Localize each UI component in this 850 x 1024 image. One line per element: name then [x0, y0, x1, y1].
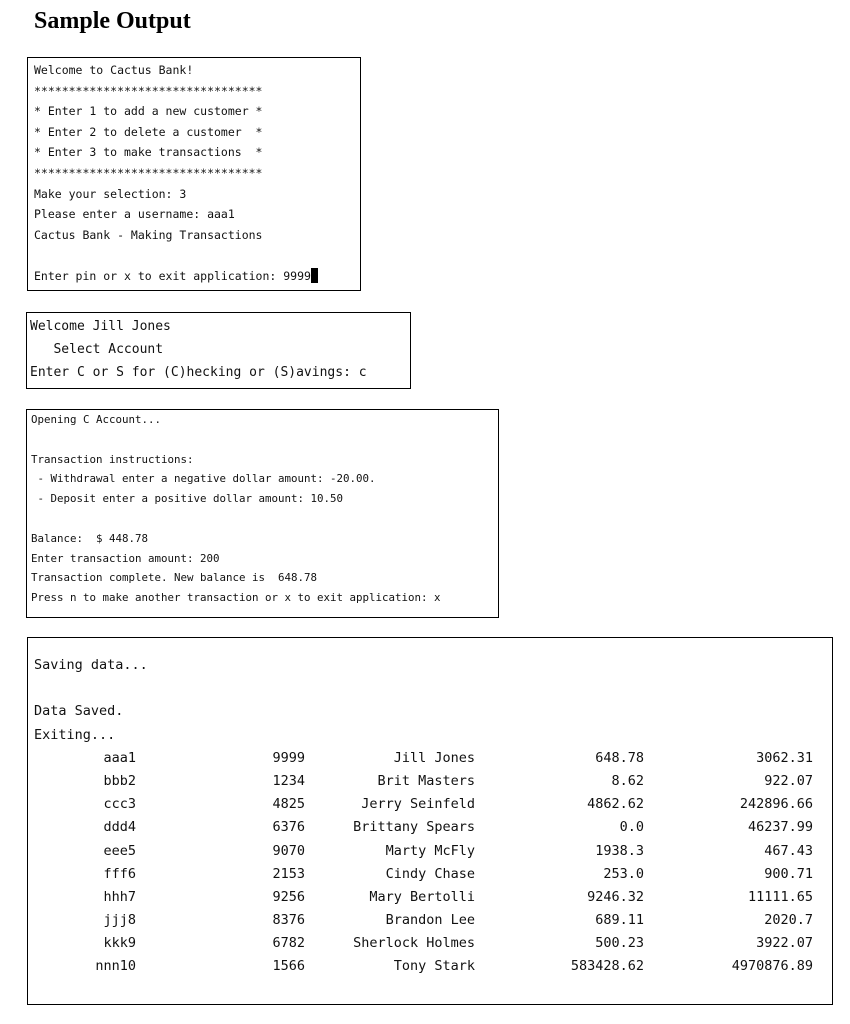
pin-cell: 1566 — [272, 958, 305, 975]
console-transactions — [26, 409, 499, 618]
table-row — [34, 770, 826, 793]
name-cell: Brittany Spears — [353, 819, 475, 836]
console-line: Make your selection: 3 — [34, 186, 187, 201]
console-prompt-text: Enter pin or x to exit application: 9999 — [34, 268, 311, 283]
console-line — [31, 430, 494, 450]
console-line: Enter C or S for (C)hecking or (S)avings: c — [30, 365, 367, 380]
pin-cell: 8376 — [272, 912, 305, 929]
console-line: Select Account — [30, 342, 164, 357]
page-heading: Sample Output — [34, 8, 191, 34]
name-cell: Sherlock Holmes — [353, 935, 475, 952]
pin-cell: 9999 — [272, 749, 305, 766]
checking-balance-cell: 583428.62 — [570, 958, 644, 975]
console-prompt-line[interactable] — [34, 266, 354, 287]
console-line: * Enter 2 to delete a customer * — [34, 124, 263, 139]
pin-cell: 2153 — [272, 865, 305, 882]
checking-balance-cell: 9246.32 — [587, 888, 644, 905]
savings-balance-cell: 3062.31 — [756, 749, 813, 766]
console-line: Welcome to Cactus Bank! — [34, 63, 194, 77]
username-cell: hhh7 — [103, 888, 136, 905]
savings-balance-cell: 467.43 — [764, 842, 813, 859]
console-line: * Enter 3 to make transactions * — [34, 145, 263, 160]
name-cell: Brit Masters — [377, 772, 475, 789]
savings-balance-cell: 922.07 — [764, 772, 813, 789]
pin-cell: 9070 — [272, 842, 305, 859]
savings-balance-cell: 4970876.89 — [731, 958, 813, 975]
console-line: ********************************* — [34, 83, 263, 98]
savings-balance-cell: 242896.66 — [739, 796, 813, 813]
console-line: Enter transaction amount: 200 — [31, 551, 220, 565]
username-cell: jjj8 — [103, 912, 136, 929]
pin-cell: 6376 — [272, 819, 305, 836]
name-cell: Marty McFly — [385, 842, 475, 859]
checking-balance-cell: 4862.62 — [587, 796, 644, 813]
username-cell: eee5 — [103, 842, 136, 859]
console-line: Transaction instructions: — [31, 452, 194, 466]
checking-balance-cell: 8.62 — [611, 772, 644, 789]
savings-balance-cell: 46237.99 — [747, 819, 813, 836]
table-row — [34, 955, 826, 978]
table-row — [34, 793, 826, 816]
table-row — [34, 886, 826, 909]
pin-cell: 1234 — [272, 772, 305, 789]
username-cell: ddd4 — [103, 819, 136, 836]
text-cursor — [311, 268, 318, 283]
table-row — [34, 909, 826, 932]
pin-cell: 4825 — [272, 796, 305, 813]
username-cell: bbb2 — [103, 772, 136, 789]
console-line: * Enter 1 to add a new customer * — [34, 104, 263, 119]
console-line — [34, 677, 826, 700]
table-row — [34, 840, 826, 863]
console-saved-data — [27, 637, 833, 1005]
name-cell: Tony Stark — [393, 958, 475, 975]
console-account-select — [26, 312, 411, 389]
name-cell: Jill Jones — [393, 749, 475, 766]
table-row — [34, 747, 826, 770]
checking-balance-cell: 1938.3 — [595, 842, 644, 859]
console-line: Exiting... — [34, 726, 116, 743]
console-line: Opening C Account... — [31, 413, 162, 426]
console-line: Saving data... — [34, 657, 148, 673]
console-line: Balance: $ 448.78 — [31, 531, 149, 545]
savings-balance-cell: 2020.7 — [764, 912, 813, 929]
name-cell: Brandon Lee — [385, 912, 475, 929]
checking-balance-cell: 648.78 — [595, 749, 644, 766]
console-line: Data Saved. — [34, 703, 124, 720]
checking-balance-cell: 689.11 — [595, 912, 644, 929]
console-line — [31, 509, 494, 529]
savings-balance-cell: 3922.07 — [756, 935, 813, 952]
name-cell: Jerry Seinfeld — [361, 796, 475, 813]
console-line: Transaction complete. New balance is 648.78 — [31, 571, 318, 585]
console-line: Press n to make another transaction or x to exit application: x — [31, 591, 441, 605]
table-row — [34, 932, 826, 955]
savings-balance-cell: 11111.65 — [747, 888, 813, 905]
console-line: - Deposit enter a positive dollar amount: 10.50 — [31, 492, 344, 506]
console-line: Please enter a username: aaa1 — [34, 207, 235, 222]
pin-cell: 9256 — [272, 888, 305, 905]
checking-balance-cell: 253.0 — [603, 865, 644, 882]
table-row — [34, 863, 826, 886]
checking-balance-cell: 500.23 — [595, 935, 644, 952]
console-line — [34, 245, 354, 266]
savings-balance-cell: 900.71 — [764, 865, 813, 882]
username-cell: aaa1 — [103, 749, 136, 766]
console-line: Welcome Jill Jones — [30, 319, 171, 334]
console-menu — [27, 57, 361, 291]
table-row — [34, 816, 826, 839]
checking-balance-cell: 0.0 — [619, 819, 644, 836]
username-cell: nnn10 — [95, 958, 136, 975]
name-cell: Mary Bertolli — [369, 888, 475, 905]
pin-cell: 6782 — [272, 935, 305, 952]
username-cell: ccc3 — [103, 796, 136, 813]
console-line: - Withdrawal enter a negative dollar amount: -20.00. — [31, 472, 376, 486]
console-line: ********************************* — [34, 165, 263, 180]
console-line: Cactus Bank - Making Transactions — [34, 227, 263, 242]
username-cell: kkk9 — [103, 935, 136, 952]
name-cell: Cindy Chase — [385, 865, 475, 882]
username-cell: fff6 — [103, 865, 136, 882]
customer-table — [34, 747, 826, 979]
